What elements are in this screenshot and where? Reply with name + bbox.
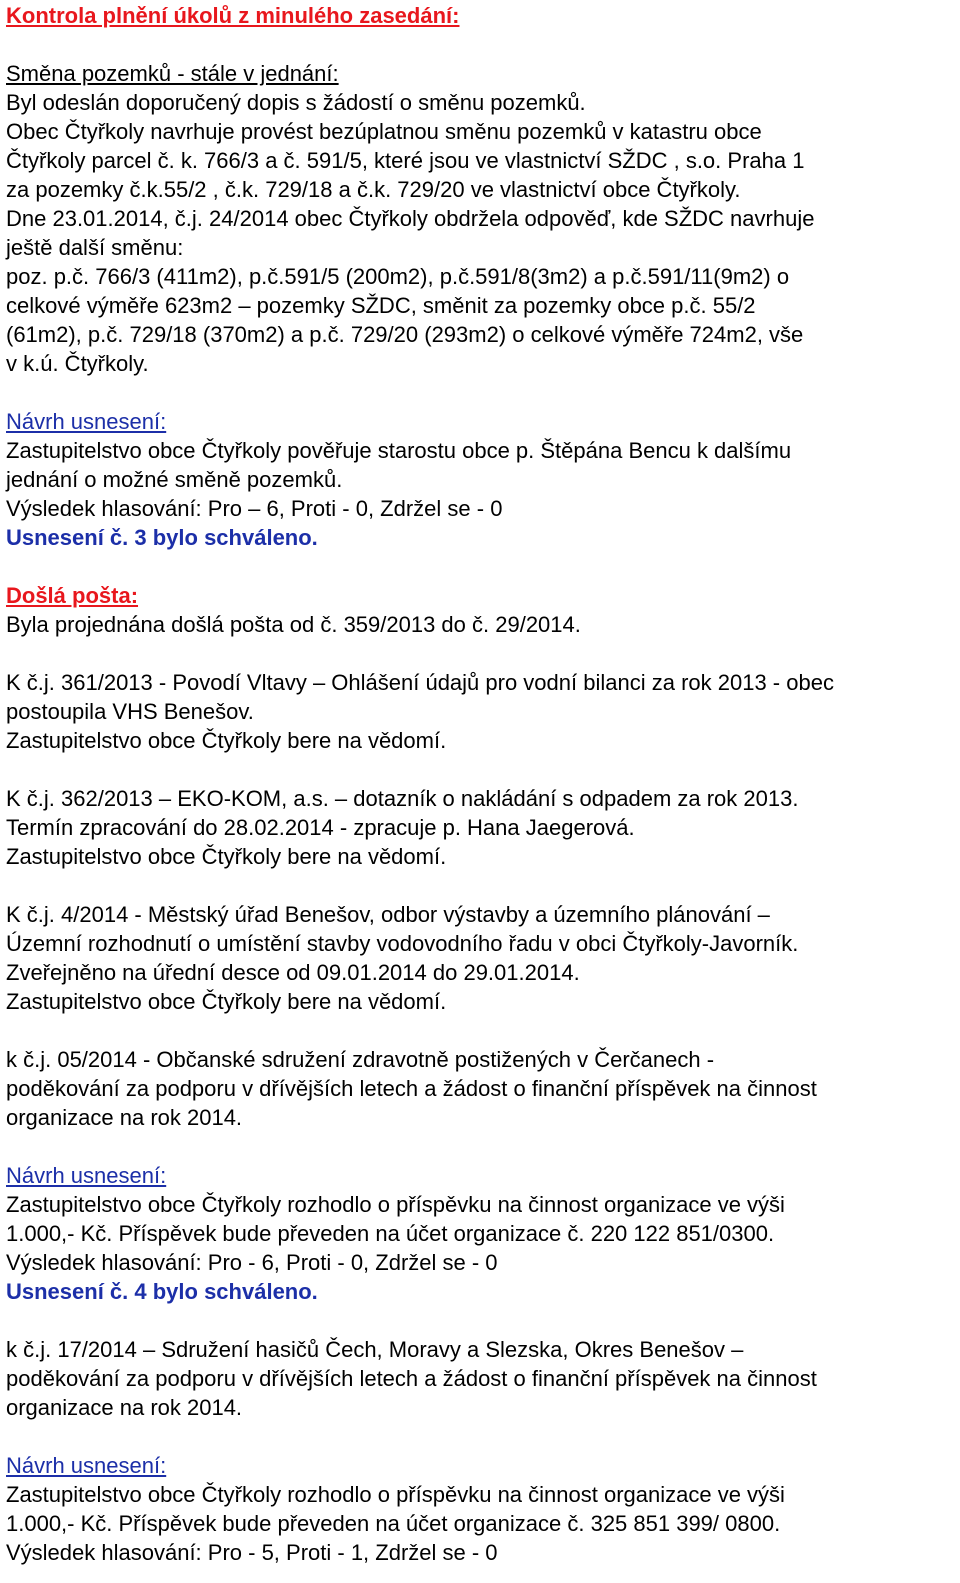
mail-item-line: Územní rozhodnutí o umístění stavby vodovodního řadu v obci Čtyřkoly-Javorník. [6,931,799,956]
paragraph-line: Obec Čtyřkoly navrhuje provést bezúplatnou směnu pozemků v katastru obce [6,119,762,144]
paragraph-line: ještě další směnu: [6,235,184,260]
spacer [6,1306,954,1335]
proposal-label: Návrh usnesení: [6,409,167,434]
mail-item-line: Zastupitelstvo obce Čtyřkoly bere na vědomí. [6,728,447,753]
resolution-approved: Usnesení č. 3 bylo schváleno. [6,525,318,550]
document-page [0,1,960,1567]
mail-item-line: Zastupitelstvo obce Čtyřkoly bere na vědomí. [6,844,447,869]
proposal-line: Zastupitelstvo obce Čtyřkoly rozhodlo o příspěvku na činnost organizace ve výši [6,1192,785,1217]
vote-result: Výsledek hlasování: Pro – 6, Proti - 0, Zdržel se - 0 [6,496,503,521]
mail-item-line: K č.j. 4/2014 - Městský úřad Benešov, odbor výstavby a územního plánování – [6,902,770,927]
paragraph-line: Dne 23.01.2014, č.j. 24/2014 obec Čtyřkoly obdržela odpověď, kde SŽDC navrhuje [6,206,815,231]
mail-item-line: K č.j. 362/2013 – EKO-KOM, a.s. – dotazník o nakládání s odpadem za rok 2013. [6,786,799,811]
spacer [6,1016,954,1045]
resolution-approved: Usnesení č. 4 bylo schváleno. [6,1279,318,1304]
proposal-label: Návrh usnesení: [6,1453,167,1478]
vote-result: Výsledek hlasování: Pro - 6, Proti - 0, Zdržel se - 0 [6,1250,498,1275]
mail-item-line: Termín zpracování do 28.02.2014 - zpracuje p. Hana Jaegerová. [6,815,635,840]
mail-item-line: k č.j. 17/2014 – Sdružení hasičů Čech, Moravy a Slezska, Okres Benešov – [6,1337,744,1362]
mail-item-line: Zveřejněno na úřední desce od 09.01.2014 do 29.01.2014. [6,960,580,985]
mail-item-line: k č.j. 05/2014 - Občanské sdružení zdravotně postižených v Čerčanech - [6,1047,715,1072]
mail-item-line: organizace na rok 2014. [6,1395,243,1420]
spacer [6,1132,954,1161]
spacer [6,552,954,581]
proposal-line: 1.000,- Kč. Příspěvek bude převeden na účet organizace č. 325 851 399/ 0800. [6,1511,781,1536]
proposal-line: jednání o možné směně pozemků. [6,467,343,492]
spacer [6,755,954,784]
paragraph-line: poz. p.č. 766/3 (411m2), p.č.591/5 (200m2), p.č.591/8(3m2) a p.č.591/11(9m2) o [6,264,790,289]
mail-item-line: poděkování za podporu v dřívějších letech a žádost o finanční příspěvek na činnost [6,1076,817,1101]
paragraph-line: Byl odeslán doporučený dopis s žádostí o směnu pozemků. [6,90,586,115]
paragraph-line: Čtyřkoly parcel č. k. 766/3 a č. 591/5, které jsou ve vlastnictví SŽDC , s.o. Praha 1 [6,148,805,173]
mail-item-line: K č.j. 361/2013 - Povodí Vltavy – Ohlášení údajů pro vodní bilanci za rok 2013 - obec [6,670,834,695]
spacer [6,378,954,407]
vote-result: Výsledek hlasování: Pro - 5, Proti - 1, Zdržel se - 0 [6,1540,498,1565]
subheading-land-exchange: Směna pozemků - stále v jednání: [6,61,339,86]
spacer [6,639,954,668]
incoming-mail-intro: Byla projednána došlá pošta od č. 359/2013 do č. 29/2014. [6,612,581,637]
proposal-line: Zastupitelstvo obce Čtyřkoly rozhodlo o příspěvku na činnost organizace ve výši [6,1482,785,1507]
spacer [6,30,954,59]
proposal-label: Návrh usnesení: [6,1163,167,1188]
section-heading-incoming-mail: Došlá pošta: [6,583,139,608]
paragraph-line: za pozemky č.k.55/2 , č.k. 729/18 a č.k. 729/20 ve vlastnictví obce Čtyřkoly. [6,177,741,202]
proposal-line: Zastupitelstvo obce Čtyřkoly pověřuje starostu obce p. Štěpána Bencu k dalšímu [6,438,792,463]
mail-item-line: organizace na rok 2014. [6,1105,243,1130]
proposal-line: 1.000,- Kč. Příspěvek bude převeden na účet organizace č. 220 122 851/0300. [6,1221,775,1246]
paragraph-line: v k.ú. Čtyřkoly. [6,351,149,376]
paragraph-line: celkové výměře 623m2 – pozemky SŽDC, směnit za pozemky obce p.č. 55/2 [6,293,756,318]
spacer [6,1422,954,1451]
paragraph-line: (61m2), p.č. 729/18 (370m2) a p.č. 729/20 (293m2) o celkové výměře 724m2, vše [6,322,804,347]
mail-item-line: postoupila VHS Benešov. [6,699,254,724]
mail-item-line: Zastupitelstvo obce Čtyřkoly bere na vědomí. [6,989,447,1014]
spacer [6,871,954,900]
section-heading-task-review: Kontrola plnění úkolů z minulého zasedání: [6,3,460,28]
mail-item-line: poděkování za podporu v dřívějších letech a žádost o finanční příspěvek na činnost [6,1366,817,1391]
